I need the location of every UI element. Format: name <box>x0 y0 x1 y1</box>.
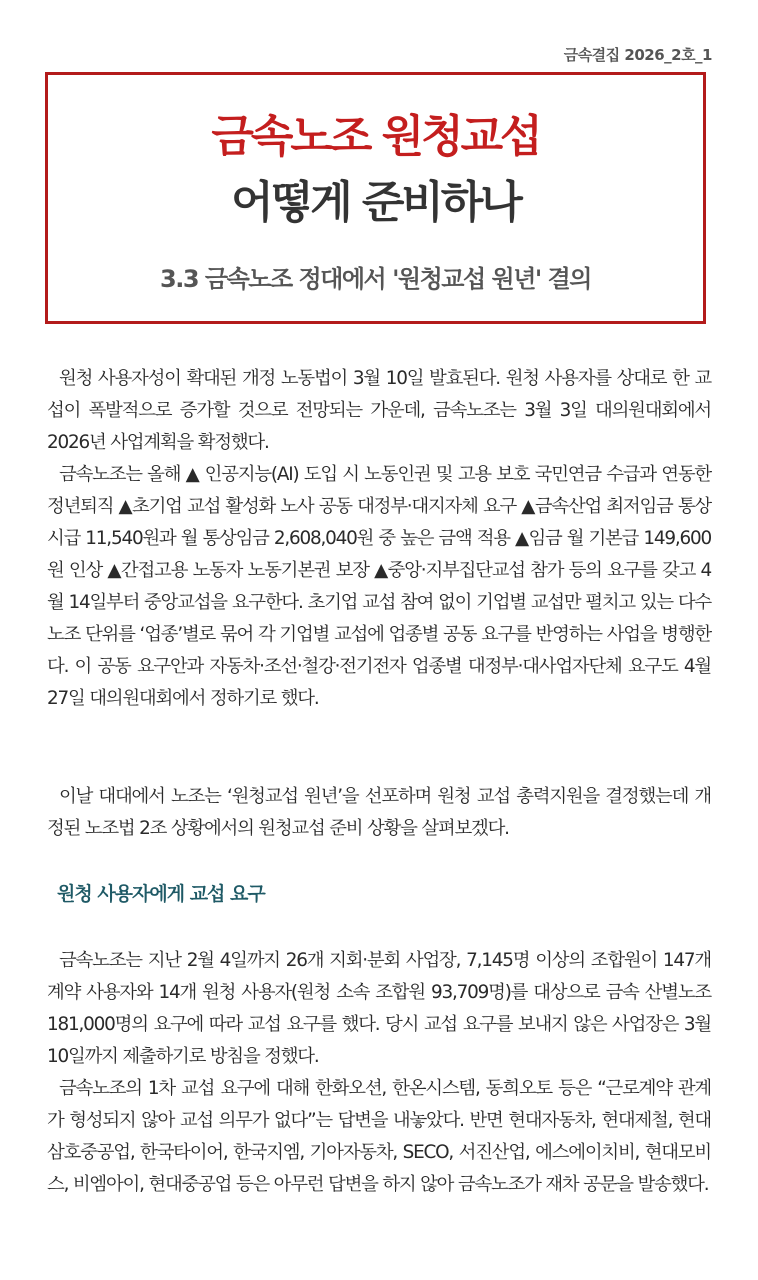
body-paragraph: 금속노조의 1차 교섭 요구에 대해 한화오션, 한온시스템, 동희오토 등은 “근로계약 관계가 형성되지 않아 교섭 의무가 없다”는 답변을 내놓았다. 반면 현대자동차, 현대제철, 현대삼호중공업, 한국타이어, 한국지엠, 기아자동차, SECO, 서진산업, 에스에이치비, 현대모비스, 비엠아이, 현대중공업 등은 아무런 답변을 하지 않아 금속노조가 재차 공문을 발송했다. <box>47 1078 711 1195</box>
title-subtitle: 3.3 금속노조 정대에서 '원청교섭 원년' 결의 <box>160 265 591 293</box>
body-paragraph: 이날 대대에서 노조는 ‘원청교섭 원년’을 선포하며 원청 교섭 총력지원을 결정했는데 개정된 노조법 2조 상황에서의 원청교섭 준비 상황을 살펴보겠다. <box>47 786 711 839</box>
section-heading: 원청 사용자에게 교섭 요구 <box>57 883 265 905</box>
title-line-1: 금속노조 원청교섭 <box>211 111 540 162</box>
body-paragraph: 금속노조는 지난 2월 4일까지 26개 지회·분회 사업장, 7,145명 이상의 조합원이 147개 계약 사용자와 14개 원청 사용자(원청 소속 조합원 93,709명)를 대상으로 금속 산별노조 181,000명의 요구에 따라 교섭 요구를 했다. 당시 교섭 요구를 보내지 않은 사업장은 3월 10일까지 제출하기로 방침을 정했다. <box>47 950 711 1067</box>
body-paragraph: 원청 사용자성이 확대된 개정 노동법이 3월 10일 발효된다. 원청 사용자를 상대로 한 교섭이 폭발적으로 증가할 것으로 전망되는 가운데, 금속노조는 3월 3일 대의원대회에서 2026년 사업계획을 확정했다. <box>47 368 711 453</box>
title-line-2: 어떻게 준비하나 <box>231 177 520 228</box>
body-paragraph: 금속노조는 올해 ▲ 인공지능(AI) 도입 시 노동인권 및 고용 보호 국민연금 수급과 연동한 정년퇴직 ▲초기업 교섭 활성화 노사 공동 대정부·대지자체 요구 ▲금속산업 최저임금 통상시급 11,540원과 월 통상임금 2,608,040원 중 높은 금액 적용 ▲임금 월 기본급 149,600원 인상 ▲간접고용 노동자 노동기본권 보장 ▲중앙·지부집단교섭 참가 등의 요구를 갖고 4월 14일부터 중앙교섭을 요구한다. 초기업 교섭 참여 없이 기업별 교섭만 펼치고 있는 다수 노조 단위를 ‘업종’별로 묶어 각 기업별 교섭에 업종별 공동 요구를 반영하는 사업을 병행한다. 이 공동 요구안과 자동차·조선·철강·전기전자 업종별 대정부·대사업자단체 요구도 4월 27일 대의원대회에서 정하기로 했다. <box>47 464 711 709</box>
issue-tag: 금속결집 2026_2호_1 <box>563 46 712 64</box>
title-box <box>45 72 706 324</box>
